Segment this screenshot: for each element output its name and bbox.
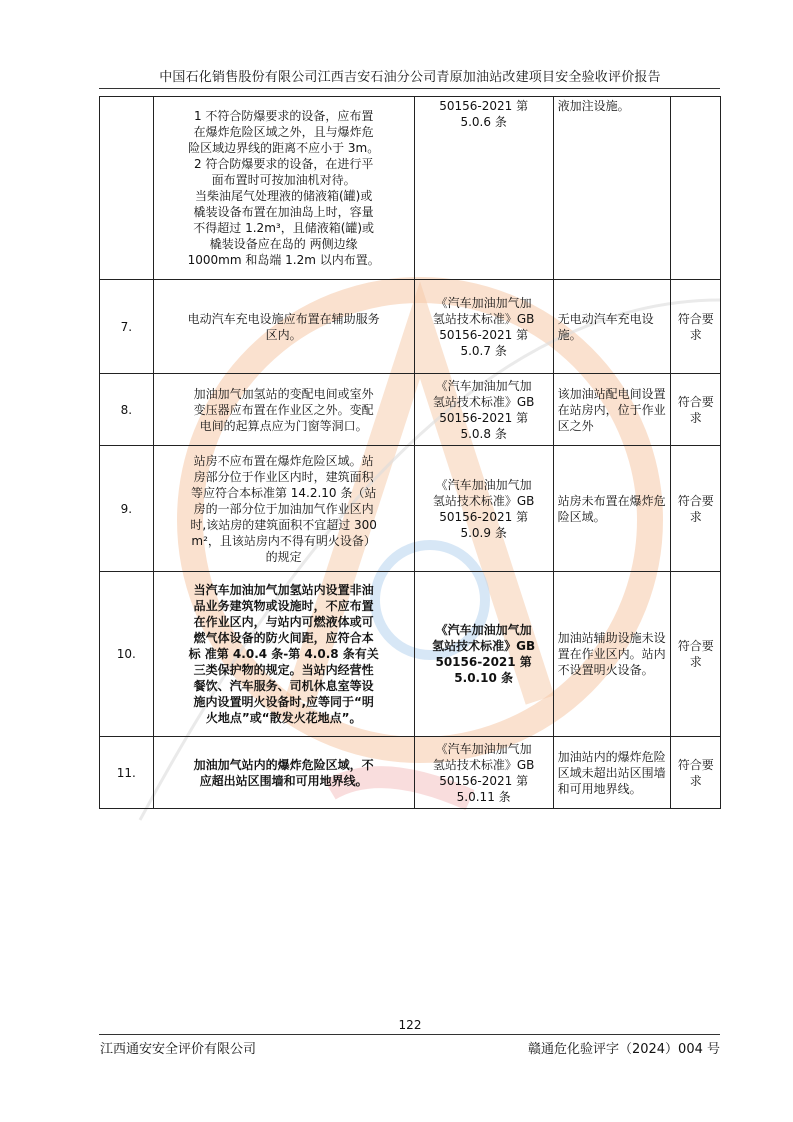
result-cell: 无电动汽车充电设施。 [553,280,671,374]
table-row [100,572,721,737]
result-cell: 加油站辅助设施未设置在作业区内。站内不设置明火设备。 [553,572,671,737]
requirement-cell: 电动汽车充电设施应布置在辅助服务 区内。 [153,280,414,374]
conclusion-cell: 符合要求 [671,572,721,737]
standard-cell: 《汽车加油加气加 氢站技术标准》GB 50156-2021 第 5.0.10 条 [414,572,553,737]
footer-company: 江西通安安全评价有限公司 [100,1042,257,1057]
footer-report-code: 赣通危化验评字（2024）004 号 [527,1042,720,1057]
table-row [100,97,721,280]
table-row [100,280,721,374]
requirement-cell: 加油加气站内的爆炸危险区域，不 应超出站区围墙和可用地界线。 [153,737,414,809]
row-number: 8. [100,374,154,446]
standard-cell: 《汽车加油加气加 氢站技术标准》GB 50156-2021 第 5.0.11 条 [414,737,553,809]
row-number: 7. [100,280,154,374]
requirement-cell: 1 不符合防爆要求的设备，应布置 在爆炸危险区域之外，且与爆炸危 险区域边界线的距离不应小于 3m。 2 符合防爆要求的设备，在进行平 面布置时可按加油机对待。 当柴油尾气处理液的储液箱(罐)或 橇装设备布置在加油岛上时，容量 不得超过 1.2m³，且储液箱(罐)或 橇装设备应在岛的 两侧边缘 1000mm 和岛端 1.2m 以内布置。 [153,97,414,280]
standard-cell: 50156-2021 第 5.0.6 条 [414,97,553,280]
result-cell: 液加注设施。 [553,97,671,280]
conclusion-cell [671,97,721,280]
requirement-cell: 加油加气加氢站的变配电间或室外 变压器应布置在作业区之外。变配 电间的起算点应为门窗等洞口。 [153,374,414,446]
footer-rule [99,1034,720,1035]
standard-cell: 《汽车加油加气加 氢站技术标准》GB 50156-2021 第 5.0.9 条 [414,446,553,572]
table-row [100,737,721,809]
table-row [100,374,721,446]
result-cell: 加油站内的爆炸危险区域未超出站区围墙和可用地界线。 [553,737,671,809]
conclusion-cell: 符合要求 [671,446,721,572]
standard-cell: 《汽车加油加气加 氢站技术标准》GB 50156-2021 第 5.0.8 条 [414,374,553,446]
requirement-cell: 当汽车加油加气加氢站内设置非油 品业务建筑物或设施时，不应布置 在作业区内，与站内可燃液体或可 燃气体设备的防火间距，应符合本 标 准第 4.0.4 条-第 4.0.8 条有关 三类保护物的规定。当站内经营性 餐饮、汽车服务、司机休息室等设 施内设置明火设备时,应等同于“明 火地点”或“散发火花地点”。 [153,572,414,737]
table-row [100,446,721,572]
row-number [100,97,154,280]
result-cell: 该加油站配电间设置在站房内，位于作业区之外 [553,374,671,446]
row-number: 11. [100,737,154,809]
result-cell: 站房未布置在爆炸危险区域。 [553,446,671,572]
requirements-table [99,96,721,809]
row-number: 9. [100,446,154,572]
header-rule [99,88,720,89]
conclusion-cell: 符合要求 [671,737,721,809]
page-number: 122 [398,1018,422,1032]
requirement-cell: 站房不应布置在爆炸危险区域。站 房部分位于作业区内时，建筑面积 等应符合本标准第 14.2.10 条（站 房的一部分位于加油加气作业区内 时,该站房的建筑面积不宜超过 300 m²，且该站房内不得有明火设备） 的规定 [153,446,414,572]
page-header: 中国石化销售股份有限公司江西吉安石油分公司青原加油站改建项目安全验收评价报告 [159,70,661,85]
standard-cell: 《汽车加油加气加 氢站技术标准》GB 50156-2021 第 5.0.7 条 [414,280,553,374]
conclusion-cell: 符合要求 [671,280,721,374]
conclusion-cell: 符合要求 [671,374,721,446]
row-number: 10. [100,572,154,737]
